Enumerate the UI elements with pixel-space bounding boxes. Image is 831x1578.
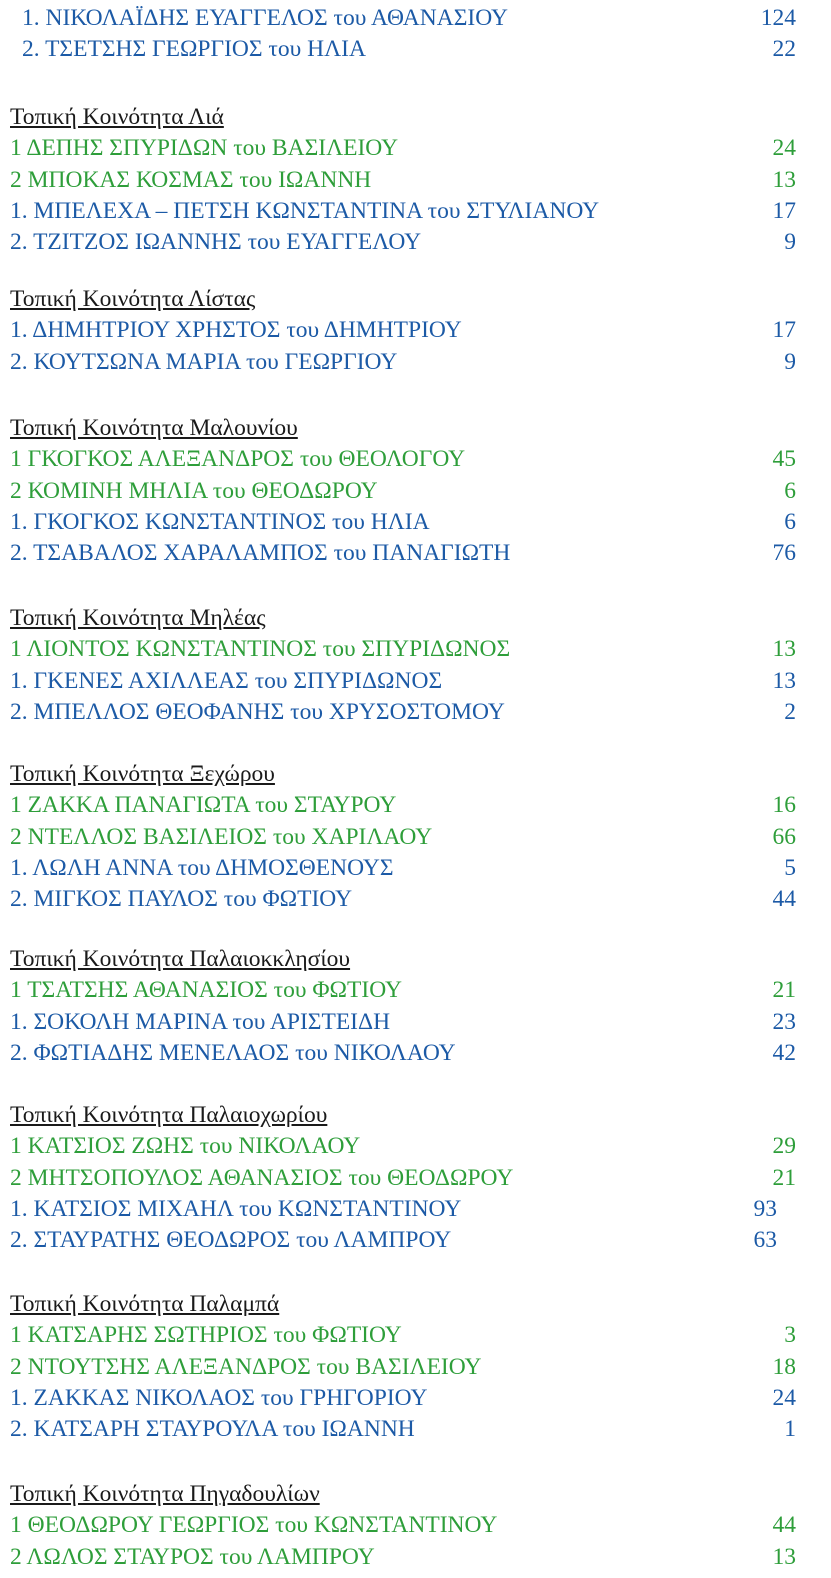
candidate-row: [0, 1542, 831, 1573]
vote-count: 13: [772, 667, 796, 694]
vote-count: 6: [784, 477, 796, 504]
vote-count: 24: [772, 1384, 796, 1411]
candidate-row: [0, 1194, 831, 1225]
candidate-name: 1. ΓΚΟΓΚΟΣ ΚΩΝΣΤΑΝΤΙΝΟΣ του ΗΛΙΑ: [10, 508, 430, 535]
vote-count: 17: [772, 197, 796, 224]
candidate-name: 1. ΝΙΚΟΛΑΪΔΗΣ ΕΥΑΓΓΕΛΟΣ του ΑΘΑΝΑΣΙΟΥ: [22, 5, 508, 31]
candidate-name: 1 ΔΕΠΗΣ ΣΠΥΡΙΔΩΝ του ΒΑΣΙΛΕΙΟΥ: [10, 135, 399, 162]
candidate-row: [0, 884, 831, 915]
candidate-name: 1 ΘΕΟΔΩΡΟΥ ΓΕΩΡΓΙΟΣ του ΚΩΝΣΤΑΝΤΙΝΟΥ: [10, 1512, 498, 1539]
candidate-name: 1 ΛΙΟΝΤΟΣ ΚΩΝΣΤΑΝΤΙΝΟΣ του ΣΠΥΡΙΔΩΝΟΣ: [10, 636, 511, 663]
candidate-name: 2 ΝΤΟΥΤΣΗΣ ΑΛΕΞΑΝΔΡΟΣ του ΒΑΣΙΛΕΙΟΥ: [10, 1353, 482, 1380]
candidate-name: 1. ΛΩΛΗ ΑΝΝΑ του ΔΗΜΟΣΘΕΝΟΥΣ: [10, 854, 394, 881]
vote-count: 45: [772, 446, 796, 473]
candidate-name: 2. ΤΣΕΤΣΗΣ ΓΕΩΡΓΙΟΣ του ΗΛΙΑ: [22, 36, 366, 63]
candidate-name: 2 ΝΤΕΛΛΟΣ ΒΑΣΙΛΕΙΟΣ του ΧΑΡΙΛΑΟΥ: [10, 823, 433, 850]
candidate-row: [0, 196, 831, 227]
vote-count: 2: [784, 698, 796, 725]
section-heading: Τοπική Κοινότητα Μηλέας: [10, 605, 266, 631]
vote-count: 18: [772, 1353, 796, 1380]
vote-count: 9: [784, 229, 796, 256]
candidate-name: 2. ΜΠΕΛΛΟΣ ΘΕΟΦΑΝΗΣ του ΧΡΥΣΟΣΤΟΜΟΥ: [10, 698, 505, 725]
candidate-name: 2. ΣΤΑΥΡΑΤΗΣ ΘΕΟΔΩΡΟΣ του ΛΑΜΠΡΟΥ: [10, 1227, 452, 1254]
candidate-row: [0, 975, 831, 1006]
vote-count: 22: [772, 36, 796, 63]
vote-count: 13: [772, 1543, 796, 1570]
vote-count: 29: [772, 1133, 796, 1160]
candidate-name: 2 ΚΟΜΙΝΗ ΜΗΛΙΑ του ΘΕΟΔΩΡΟΥ: [10, 477, 378, 504]
candidate-row: [0, 347, 831, 378]
candidate-row: [0, 1320, 831, 1351]
vote-count: 76: [772, 540, 796, 567]
candidate-name: 2. ΦΩΤΙΑΔΗΣ ΜΕΝΕΛΑΟΣ του ΝΙΚΟΛΑΟΥ: [10, 1039, 456, 1066]
vote-count: 6: [784, 508, 796, 535]
vote-count: 44: [772, 1512, 796, 1539]
candidate-name: 2 ΛΩΛΟΣ ΣΤΑΥΡΟΣ του ΛΑΜΠΡΟΥ: [10, 1543, 375, 1570]
vote-count: 42: [772, 1039, 796, 1066]
vote-count: 13: [772, 636, 796, 663]
candidate-name: 2. ΜΙΓΚΟΣ ΠΑΥΛΟΣ του ΦΩΤΙΟΥ: [10, 886, 353, 913]
candidate-row: [0, 697, 831, 728]
vote-count: 17: [772, 317, 796, 344]
candidate-row: [0, 1007, 831, 1038]
vote-count: 21: [772, 977, 796, 1004]
candidate-row: [0, 1163, 831, 1194]
candidate-row: [0, 315, 831, 346]
candidate-row: [0, 634, 831, 665]
section-heading: Τοπική Κοινότητα Παλαιοκκλησίου: [10, 946, 351, 972]
candidate-row: [0, 507, 831, 538]
candidate-name: 1. ΜΠΕΛΕΧΑ – ΠΕΤΣΗ ΚΩΝΣΤΑΝΤΙΝΑ του ΣΤΥΛΙΑΝΟΥ: [10, 197, 600, 224]
section-heading: Τοπική Κοινότητα Παλαμπά: [10, 1291, 280, 1317]
candidate-row: [0, 165, 831, 196]
candidate-row: [0, 3, 831, 34]
candidate-row: [0, 444, 831, 475]
candidate-row: [0, 666, 831, 697]
candidate-row: [0, 1352, 831, 1383]
candidate-row: [0, 227, 831, 258]
candidate-name: 1 ΓΚΟΓΚΟΣ ΑΛΕΞΑΝΔΡΟΣ του ΘΕΟΛΟΓΟΥ: [10, 446, 466, 473]
candidate-name: 1. ΖΑΚΚΑΣ ΝΙΚΟΛΑΟΣ του ΓΡΗΓΟΡΙΟΥ: [10, 1384, 428, 1411]
candidate-row: [0, 822, 831, 853]
candidate-name: 1. ΔΗΜΗΤΡΙΟΥ ΧΡΗΣΤΟΣ του ΔΗΜΗΤΡΙΟΥ: [10, 317, 462, 344]
candidate-name: 2. ΤΖΙΤΖΟΣ ΙΩΑΝΝΗΣ του ΕΥΑΓΓΕΛΟΥ: [10, 229, 422, 256]
candidate-name: 1. ΚΑΤΣΙΟΣ ΜΙΧΑΗΛ του ΚΩΝΣΤΑΝΤΙΝΟΥ: [10, 1195, 462, 1222]
candidate-name: 1 ΚΑΤΣΙΟΣ ΖΩΗΣ του ΝΙΚΟΛΑΟΥ: [10, 1133, 361, 1160]
vote-count: 3: [784, 1322, 796, 1349]
vote-count: 16: [772, 792, 796, 819]
section-heading: Τοπική Κοινότητα Ξεχώρου: [10, 761, 275, 787]
candidate-name: 1 ΖΑΚΚΑ ΠΑΝΑΓΙΩΤΑ του ΣΤΑΥΡΟΥ: [10, 792, 397, 819]
candidate-name: 1 ΚΑΤΣΑΡΗΣ ΣΩΤΗΡΙΟΣ του ΦΩΤΙΟΥ: [10, 1322, 402, 1349]
candidate-name: 1 ΤΣΑΤΣΗΣ ΑΘΑΝΑΣΙΟΣ του ΦΩΤΙΟΥ: [10, 977, 402, 1004]
vote-count: 9: [784, 348, 796, 375]
section-heading: Τοπική Κοινότητα Πηγαδουλίων: [10, 1481, 320, 1507]
candidate-row: [0, 538, 831, 569]
candidate-row: [0, 790, 831, 821]
candidate-row: [0, 1225, 831, 1256]
vote-count: 23: [772, 1008, 796, 1035]
candidate-row: [0, 1131, 831, 1162]
candidate-name: 1. ΓΚΕΝΕΣ ΑΧΙΛΛΕΑΣ του ΣΠΥΡΙΔΩΝΟΣ: [10, 667, 443, 694]
vote-count: 124: [760, 5, 796, 31]
vote-count: 24: [772, 135, 796, 162]
vote-count: 93: [753, 1195, 777, 1222]
vote-count: 44: [772, 886, 796, 913]
candidate-row: [0, 1414, 831, 1445]
candidate-name: 2. ΚΟΥΤΣΩΝΑ ΜΑΡΙΑ του ΓΕΩΡΓΙΟΥ: [10, 348, 398, 375]
candidate-row: [0, 1038, 831, 1069]
candidate-row: [0, 133, 831, 164]
candidate-name: 2 ΜΗΤΣΟΠΟΥΛΟΣ ΑΘΑΝΑΣΙΟΣ του ΘΕΟΔΩΡΟΥ: [10, 1164, 514, 1191]
vote-count: 13: [772, 166, 796, 193]
candidate-row: [0, 1383, 831, 1414]
vote-count: 66: [772, 823, 796, 850]
candidate-name: 2. ΚΑΤΣΑΡΗ ΣΤΑΥΡΟΥΛΑ του ΙΩΑΝΝΗ: [10, 1416, 415, 1443]
candidate-name: 1. ΣΟΚΟΛΗ ΜΑΡΙΝΑ του ΑΡΙΣΤΕΙΔΗ: [10, 1008, 391, 1035]
section-heading: Τοπική Κοινότητα Μαλουνίου: [10, 415, 298, 441]
candidate-name: 2 ΜΠΟΚΑΣ ΚΟΣΜΑΣ του ΙΩΑΝΝΗ: [10, 166, 372, 193]
section-heading: Τοπική Κοινότητα Λίστας: [10, 286, 256, 312]
candidate-row: [0, 34, 831, 65]
candidate-row: [0, 476, 831, 507]
section-heading: Τοπική Κοινότητα Παλαιοχωρίου: [10, 1102, 328, 1128]
section-heading: Τοπική Κοινότητα Λιά: [10, 104, 224, 130]
vote-count: 63: [753, 1227, 777, 1254]
candidate-name: 2. ΤΣΑΒΑΛΟΣ ΧΑΡΑΛΑΜΠΟΣ του ΠΑΝΑΓΙΩΤΗ: [10, 540, 511, 567]
vote-count: 5: [784, 854, 796, 881]
candidate-row: [0, 853, 831, 884]
vote-count: 1: [784, 1416, 796, 1443]
vote-count: 21: [772, 1164, 796, 1191]
candidate-row: [0, 1510, 831, 1541]
